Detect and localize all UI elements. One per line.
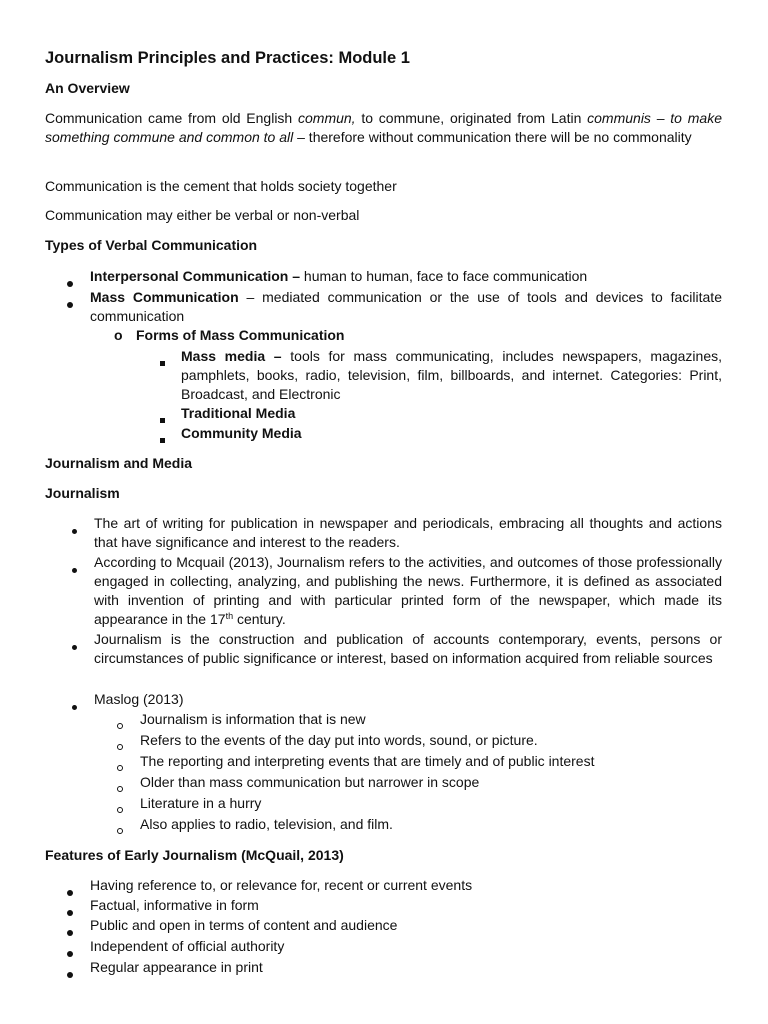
- bullet-dot-icon: [67, 294, 73, 313]
- list-item-community-media: [181, 424, 302, 443]
- feature-item: Regular appearance in print: [90, 959, 263, 975]
- feature-item: Public and open in terms of content and audience: [90, 917, 398, 933]
- list-item-interpersonal: [90, 267, 722, 286]
- overview-paragraph-1: [45, 109, 722, 147]
- text-run: Communication came from old English: [45, 110, 298, 126]
- page-title: Journalism Principles and Practices: Module 1: [45, 49, 410, 67]
- item-text: century.: [233, 611, 286, 627]
- overview-paragraph-2: Communication is the cement that holds society together: [45, 178, 397, 194]
- list-item-mcquail: [94, 553, 722, 629]
- list-item-construction: Journalism is the construction and publication of accounts contemporary, events, persons or circumstances of public significance or interest, based on information acquired from reliable sources: [94, 631, 722, 666]
- feature-item: Factual, informative in form: [90, 897, 259, 913]
- item-label: Community Media: [181, 425, 302, 441]
- bullet-dot-icon: [67, 922, 73, 941]
- item-label: Interpersonal Communication –: [90, 268, 301, 284]
- sublist-item: Literature in a hurry: [140, 795, 262, 811]
- bullet-dot-icon: [67, 882, 73, 901]
- bullet-square-icon: [160, 429, 165, 448]
- item-text: human to human, face to face communication: [300, 268, 588, 284]
- bullet-dot-icon: [67, 902, 73, 921]
- bullet-dot-icon: [72, 696, 77, 715]
- bullet-dot-icon: [67, 964, 73, 983]
- item-label: Traditional Media: [181, 405, 296, 421]
- list-item-journalism-definition: The art of writing for publication in newspaper and periodicals, embracing all thoughts and actions that have significance and interest to the readers.: [94, 515, 722, 550]
- list-item-maslog: Maslog (2013): [94, 691, 184, 707]
- list-item-traditional-media: [181, 404, 295, 423]
- subsection-heading-journalism: Journalism: [45, 485, 120, 501]
- item-text: According to Mcquail (2013), Journalism refers to the activities, and outcomes of those professionally engaged in collecting, analyzing, and publishing the news. Furthermore, it is defined as associated with invention of printing and with particular printed form of the newspaper, which made its appearance in the 17: [94, 554, 722, 627]
- italic-term: to make something commune and common to all: [45, 110, 722, 145]
- feature-item: Independent of official authority: [90, 938, 285, 954]
- section-heading-features: Features of Early Journalism (McQuail, 2013): [45, 847, 344, 863]
- list-item-mass-communication: [90, 288, 722, 326]
- bullet-circle-icon: [117, 715, 123, 734]
- list-item-mass-media: [181, 347, 722, 404]
- text-run: – therefore without communication there will be no commonality: [293, 129, 692, 145]
- sublist-item: Also applies to radio, television, and film.: [140, 816, 393, 832]
- section-heading-verbal: Types of Verbal Communication: [45, 237, 258, 253]
- item-label: Mass Communication: [90, 289, 239, 305]
- section-heading-overview: An Overview: [45, 80, 130, 96]
- bullet-o-marker: o: [114, 327, 123, 343]
- italic-term: commun,: [298, 110, 356, 126]
- bullet-circle-icon: [117, 757, 123, 776]
- bullet-dot-icon: [72, 520, 77, 539]
- bullet-square-icon: [160, 409, 165, 428]
- sublist-item: Older than mass communication but narrower in scope: [140, 774, 480, 790]
- bullet-circle-icon: [117, 799, 123, 818]
- bullet-dot-icon: [72, 636, 77, 655]
- bullet-square-icon: [160, 352, 165, 371]
- italic-term: communis: [587, 110, 651, 126]
- bullet-circle-icon: [117, 778, 123, 797]
- sublist-item: Journalism is information that is new: [140, 711, 366, 727]
- bullet-dot-icon: [67, 943, 73, 962]
- item-text: tools for mass communicating, includes newspapers, magazines, pamphlets, books, radio, television, film, billboards, and internet. Categories: Print, Broadcast, and Electronic: [181, 348, 722, 402]
- text-run: to commune, originated from Latin: [355, 110, 588, 126]
- text-run: –: [650, 110, 671, 126]
- bullet-circle-icon: [117, 820, 123, 839]
- superscript: th: [225, 611, 234, 621]
- sublist-item: The reporting and interpreting events that are timely and of public interest: [140, 753, 595, 769]
- item-label: Forms of Mass Communication: [136, 327, 345, 343]
- sublist-item: Refers to the events of the day put into words, sound, or picture.: [140, 732, 538, 748]
- item-text: – mediated communication or the use of tools and devices to facilitate communication: [90, 289, 722, 324]
- overview-paragraph-3: Communication may either be verbal or non-verbal: [45, 207, 360, 223]
- bullet-circle-icon: [117, 736, 123, 755]
- sublist-heading-forms: [136, 326, 344, 345]
- item-label: Mass media –: [181, 348, 282, 364]
- bullet-dot-icon: [72, 559, 77, 578]
- section-heading-journalism-media: Journalism and Media: [45, 455, 193, 471]
- feature-item: Having reference to, or relevance for, recent or current events: [90, 877, 473, 893]
- bullet-dot-icon: [67, 273, 73, 292]
